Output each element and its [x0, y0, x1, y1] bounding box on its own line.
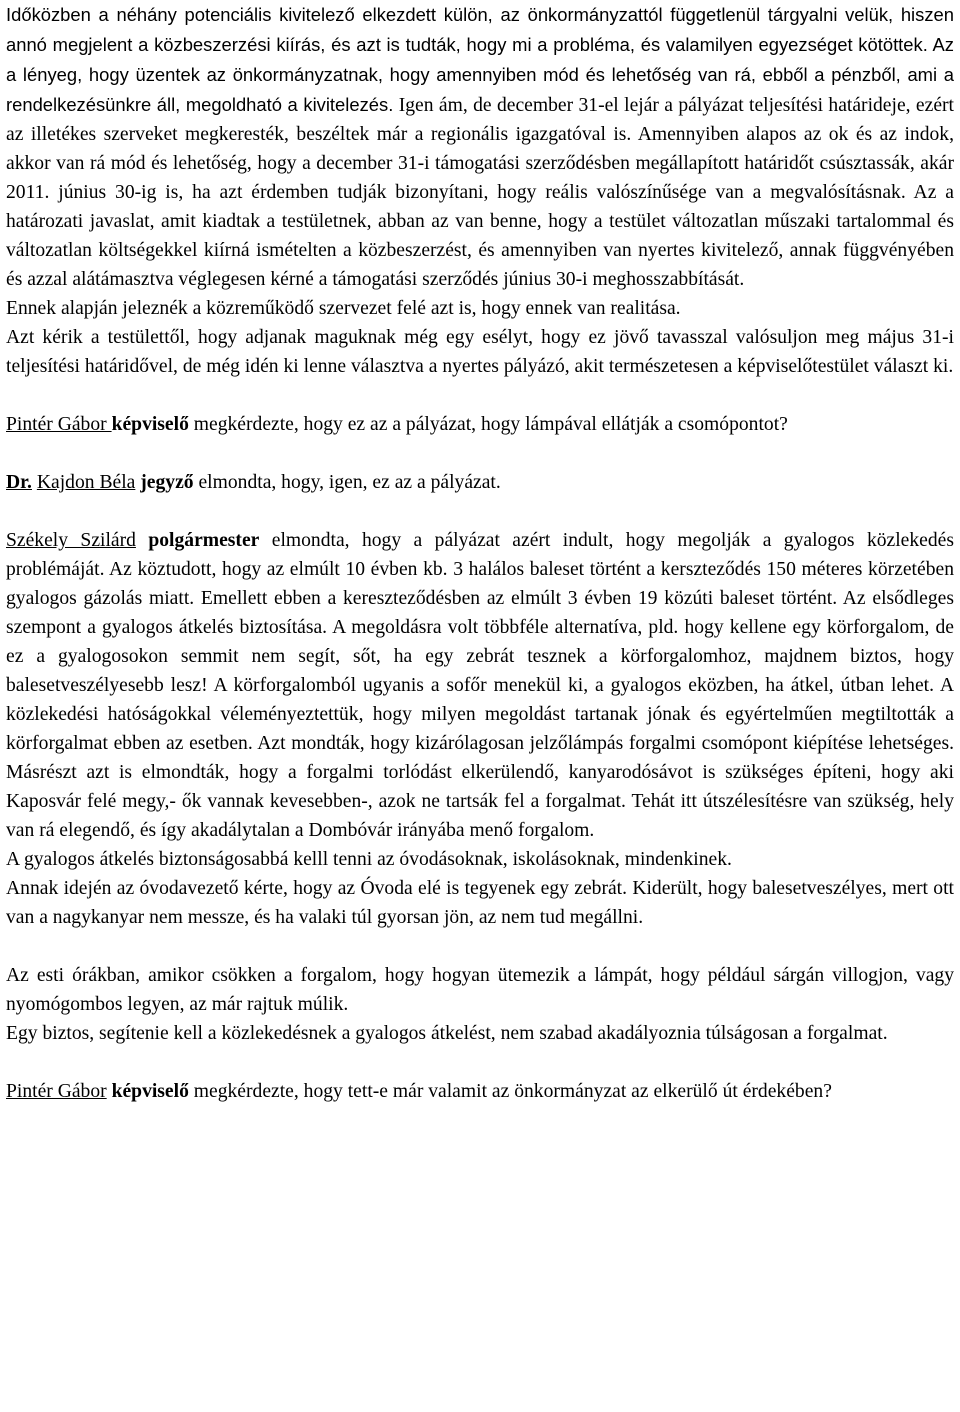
paragraph-tender-status	[6, 0, 954, 294]
paragraph-traffic-help: Egy biztos, segítenie kell a közlekedésnek a gyalogos átkelést, nem szabad akadályoznia túlságosan a forgalmat.	[6, 1023, 888, 1044]
speaker-role: polgármester	[148, 530, 260, 551]
speaker-name: Székely Szilárd	[6, 530, 136, 551]
paragraph-sentence: Időközben a néhány potenciális kivitelező elkezdett külön, az önkormányzattól függetlenül tárgyalni velük, hiszen annó megjelent a közbeszerzési kiírás, és azt is tudták, hogy mi a probléma, és valamilyen egyezséget kötöttek. Az a lényeg, hogy üzentek az önkormányzatnak, hogy amennyiben mód és lehetőség van rá, ebből a pénzből, ami a rendelkezésünkre áll, megoldható a kivitelezés.	[6, 4, 954, 115]
speaker-role: képviselő	[111, 1081, 189, 1102]
paragraph-mayor-statement	[6, 526, 954, 845]
speaker-role: képviselő	[111, 414, 189, 435]
paragraph-answer-notary	[6, 468, 954, 497]
paragraph-pedestrian-safety: A gyalogos átkelés biztonságosabbá kelll tenni az óvodásoknak, iskolásoknak, mindenkinek.	[6, 849, 732, 870]
document-page	[6, 0, 954, 1106]
speaker-prefix: Dr.	[6, 472, 32, 493]
paragraph-evening-lights: Az esti órákban, amikor csökken a forgalom, hogy hogyan ütemezik a lámpát, hogy például sárgán villogjon, vagy nyomógombos legyen, az már rajtuk múlik.	[6, 965, 954, 1015]
paragraph-realism: Ennek alapján jeleznék a közreműködő szervezet felé azt is, hogy ennek van realitása.	[6, 298, 681, 319]
speaker-text: megkérdezte, hogy ez az a pályázat, hogy lámpával ellátják a csomópontot?	[188, 414, 788, 435]
paragraph-gap	[6, 381, 954, 410]
speaker-name: Kajdon Béla	[36, 472, 136, 493]
speaker-role: jegyző	[140, 472, 194, 493]
paragraph-gap	[6, 932, 954, 961]
paragraph-sentence: Igen ám, de december 31-el lejár a pályázat teljesítési határideje, ezért az illetékes szerveket megkeresték, beszéltek már a regionális igazgatóval is.	[6, 95, 954, 145]
paragraph-sentence: Az a határozati javaslat, amit kiadtak a testületnek, abban az van benne, hogy a testület változatlan műszaki tartalommal és változatlan költségekkel kiírná ismételten a közbeszerzést, és amennyiben van nyertes kivitelező, annak függvényében és azzal alátámasztva véglegesen kérné a támogatási szerződés június 30-i meghosszabbítását.	[6, 182, 954, 290]
speaker-text: megkérdezte, hogy tett-e már valamit az önkormányzat az elkerülő út érdekében?	[188, 1081, 832, 1102]
paragraph-kindergarten: Annak idején az óvodavezető kérte, hogy az Óvoda elé is tegyenek egy zebrát. Kiderült, hogy balesetveszélyes, mert ott van a nagykanyar nem messze, és ha valaki túl gyorsan jön, az nem tud megállni.	[6, 878, 954, 928]
paragraph-gap	[6, 497, 954, 526]
paragraph-question-pinter	[6, 410, 954, 439]
paragraph-request: Azt kérik a testülettől, hogy adjanak maguknak még egy esélyt, hogy ez jövő tavasszal valósuljon meg május 31-i teljesítési határidővel, de még idén ki lenne választva a nyertes pályázó, akit természetesen a képviselőtestület választ ki.	[6, 327, 954, 377]
paragraph-gap	[6, 439, 954, 468]
paragraph-sentence: Amennyiben alapos az ok és az indok, akkor van rá mód és lehetőség, hogy a december 31-i támogatási szerződésben megállapított határidőt csúsztassák, akár 2011. június 30-ig is, ha azt érdemben tudják bizonyítani, hogy reális valószínűsége van a megvalósításnak.	[6, 124, 954, 203]
paragraph-gap	[6, 1048, 954, 1077]
speaker-text: elmondta, hogy a pályázat azért indult, hogy megolják a gyalogos közlekedés problémáját. Az köztudott, hogy az elmúlt 10 évben kb. 3 halálos baleset történt a kerszteződés 150 méteres körzetében gyalogos gázolás miatt. Emellett ebben a kereszteződésben az elmúlt 3 évben 19 közúti baleset történt. Az elsődleges szempont a gyalogos átkelés biztosítása. A megoldásra volt többféle alternatíva, pld. hogy kellene egy körforgalom, de ez a gyalogosokon semmit nem segít, sőt, ha egy zebrát tesznek a körforgalomhoz, majdnem biztos, hogy balesetveszélyesebb lesz! A körforgalomból ugyanis a sofőr menekül ki, a gyalogos eközben, ha átkel, útban lehet. A közlekedési hatóságokkal véleményeztettük, hogy milyen megoldást tartanak jónak és egyértelműen megtiltották a körforgalmat ebben az esetben. Azt mondták, hogy kizárólagosan jelzőlámpás forgalmi csomópont kiépítése lehetséges. Másrészt azt is elmondták, hogy a forgalmi torlódást elkerülendő, kanyarodósávot is szükséges építeni, hogy aki Kaposvár felé megy,- ők vannak kevesebben-, azok ne tartsák fel a forgalmat. Tehát itt útszélesítésre van szükség, hely van rá elegendő, és így akadálytalan a Dombóvár irányába menő forgalom.	[6, 530, 954, 841]
speaker-name: Pintér Gábor	[6, 414, 112, 435]
paragraph-question-bypass	[6, 1077, 954, 1106]
speaker-text: elmondta, hogy, igen, ez az a pályázat.	[193, 472, 501, 493]
speaker-name: Pintér Gábor	[6, 1081, 107, 1102]
